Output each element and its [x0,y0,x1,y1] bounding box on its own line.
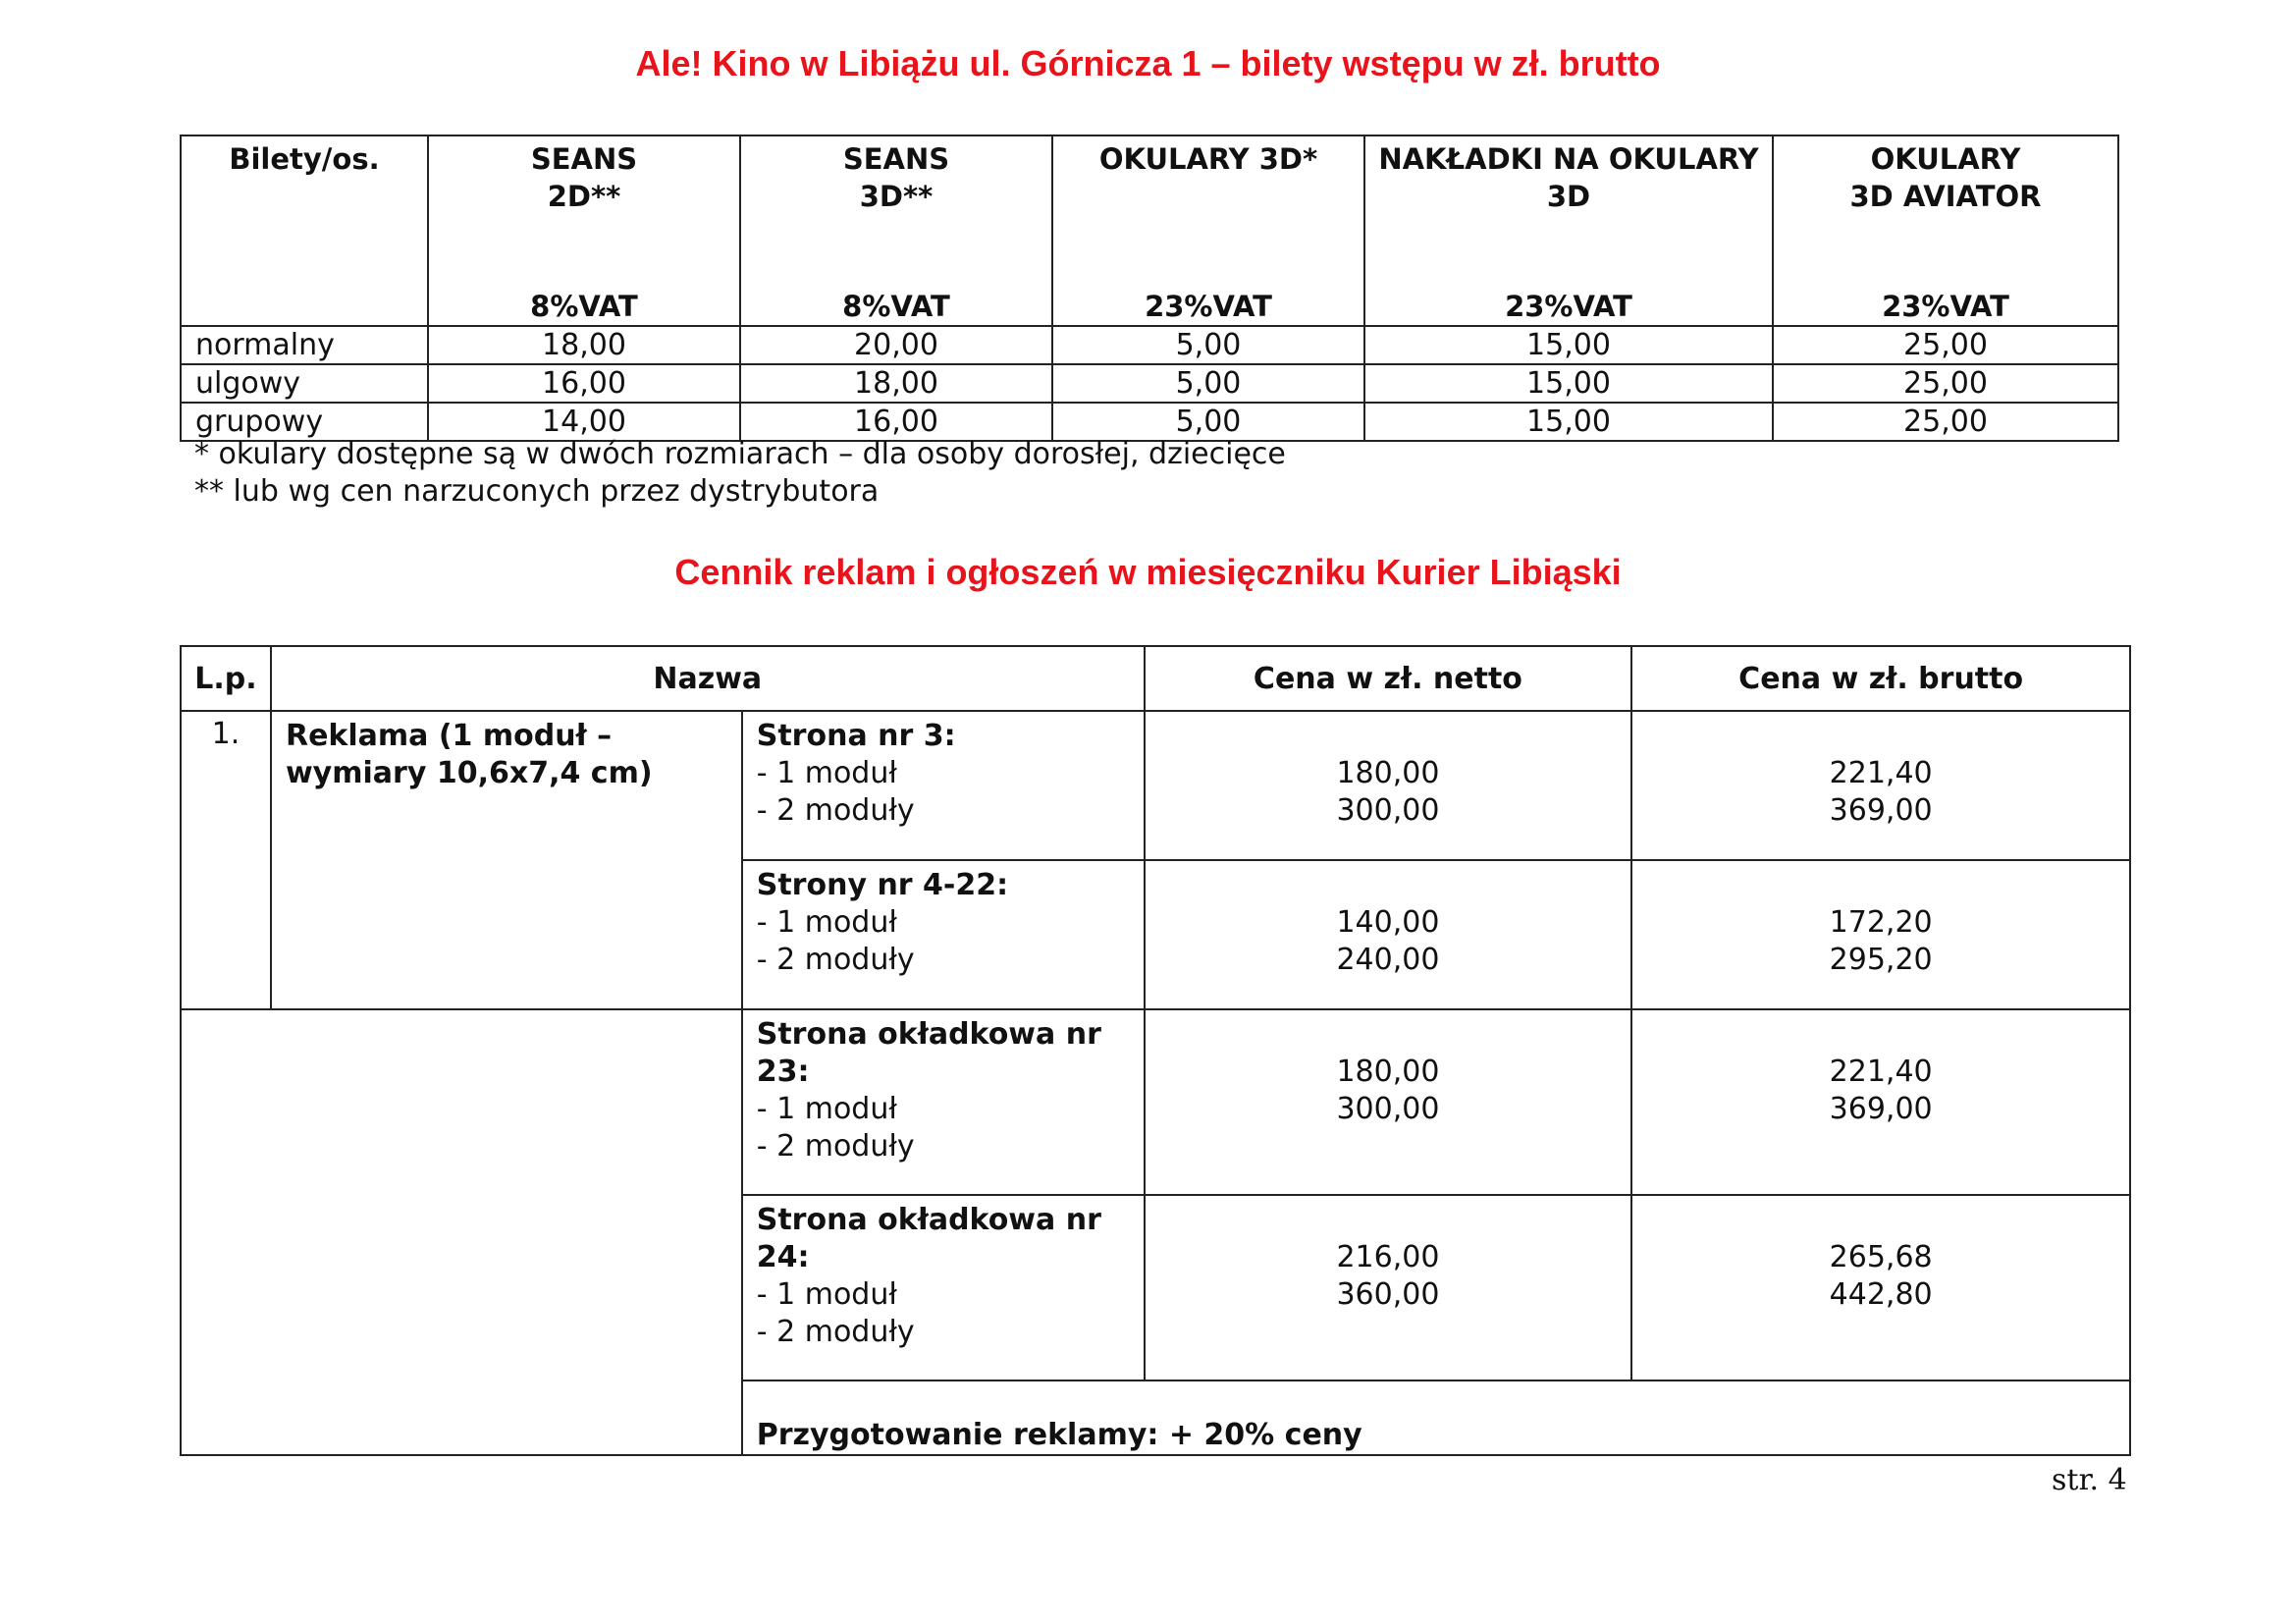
ticket-price: 16,00 [740,403,1052,441]
ad-group-heading: Strona okładkowa nr 24: [756,1203,1101,1274]
ticket-price: 15,00 [1364,326,1773,364]
ad-brutto [1631,711,2130,860]
ticket-price: 18,00 [428,326,740,364]
price: 216,00 [1336,1240,1440,1274]
ad-group-heading: Strona nr 3: [756,719,956,753]
ticket-price: 14,00 [428,403,740,441]
ad-brutto [1631,860,2130,1009]
price: 369,00 [1829,1092,1933,1126]
ticket-header-cell: NAKŁADKI NA OKULARY 3D 23%VAT [1364,135,1773,326]
ad-brutto [1631,1195,2130,1380]
ticket-price: 25,00 [1773,326,2118,364]
price: 265,68 [1829,1240,1933,1274]
ad-option: - 2 moduły [756,943,915,977]
ad-option: - 2 moduły [756,793,915,828]
ad-group [742,1009,1145,1195]
ad-group-heading: Strona okładkowa nr 23: [756,1017,1101,1089]
page-number: str. 4 [2052,1463,2127,1497]
price: 172,20 [1829,905,1933,940]
ad-option: - 2 moduły [756,1129,915,1164]
ads-title: Cennik reklam i ogłoszeń w miesięczniku Kurier Libiąski [674,552,1622,592]
ad-row [181,711,2130,860]
ticket-footnotes [194,436,1286,511]
ad-group [742,1195,1145,1380]
ticket-price: 5,00 [1052,364,1364,403]
price: 180,00 [1336,1055,1440,1089]
footnote: ** lub wg cen narzuconych przez dystrybutora [194,474,880,509]
ad-price-table [180,645,2131,1456]
ad-lp: 1. [181,711,271,1009]
header-brutto: Cena w zł. brutto [1631,646,2130,711]
ticket-header-cell: SEANS 2D** 8%VAT [428,135,740,326]
ad-netto [1145,1009,1632,1195]
footnote: * okulary dostępne są w dwóch rozmiarach – dla osoby dorosłej, dziecięce [194,437,1286,471]
ticket-type: grupowy [181,403,428,441]
ticket-row [181,326,2118,364]
ad-group-heading: Strony nr 4-22: [756,868,1009,902]
ticket-type: normalny [181,326,428,364]
price: 369,00 [1829,793,1933,828]
ticket-price: 18,00 [740,364,1052,403]
ad-option: - 2 moduły [756,1315,915,1349]
ad-option: - 1 moduł [756,1092,897,1126]
header-lp: L.p. [181,646,271,711]
price: 360,00 [1336,1277,1440,1312]
price: 180,00 [1336,756,1440,790]
price: 300,00 [1336,793,1440,828]
price: 221,40 [1829,1055,1933,1089]
ticket-price: 25,00 [1773,364,2118,403]
ticket-price: 5,00 [1052,403,1364,441]
ticket-price: 15,00 [1364,403,1773,441]
price: 221,40 [1829,756,1933,790]
header-netto: Cena w zł. netto [1145,646,1632,711]
ticket-header-cell: SEANS 3D** 8%VAT [740,135,1052,326]
price: 442,80 [1829,1277,1933,1312]
ticket-price: 25,00 [1773,403,2118,441]
ticket-header-cell: Bilety/os. [181,135,428,326]
ad-option: - 1 moduł [756,905,897,940]
ticket-price: 16,00 [428,364,740,403]
ad-empty-cell [181,1009,742,1455]
ticket-price: 15,00 [1364,364,1773,403]
ad-option: - 1 moduł [756,1277,897,1312]
ticket-header-row [181,135,2118,326]
ad-group [742,860,1145,1009]
cinema-title: Ale! Kino w Libiążu ul. Górnicza 1 – bilety wstępu w zł. brutto [635,43,1661,83]
ad-brutto [1631,1009,2130,1195]
price: 295,20 [1829,943,1933,977]
price: 240,00 [1336,943,1440,977]
ad-netto [1145,860,1632,1009]
ad-row [181,1009,2130,1195]
ticket-header-cell: OKULARY 3D* 23%VAT [1052,135,1364,326]
header-nazwa: Nazwa [271,646,1145,711]
ad-group [742,711,1145,860]
ticket-price: 5,00 [1052,326,1364,364]
ticket-row [181,364,2118,403]
price: 300,00 [1336,1092,1440,1126]
ticket-type: ulgowy [181,364,428,403]
ticket-price: 20,00 [740,326,1052,364]
price: 140,00 [1336,905,1440,940]
ad-footer-note: Przygotowanie reklamy: + 20% ceny [742,1380,2130,1455]
ad-netto [1145,711,1632,860]
ad-header-row [181,646,2130,711]
ticket-header-cell: OKULARY 3D AVIATOR 23%VAT [1773,135,2118,326]
ad-option: - 1 moduł [756,756,897,790]
ad-item-name: Reklama (1 moduł – wymiary 10,6x7,4 cm) [271,711,742,1009]
ticket-price-table [180,135,2119,442]
ad-netto [1145,1195,1632,1380]
